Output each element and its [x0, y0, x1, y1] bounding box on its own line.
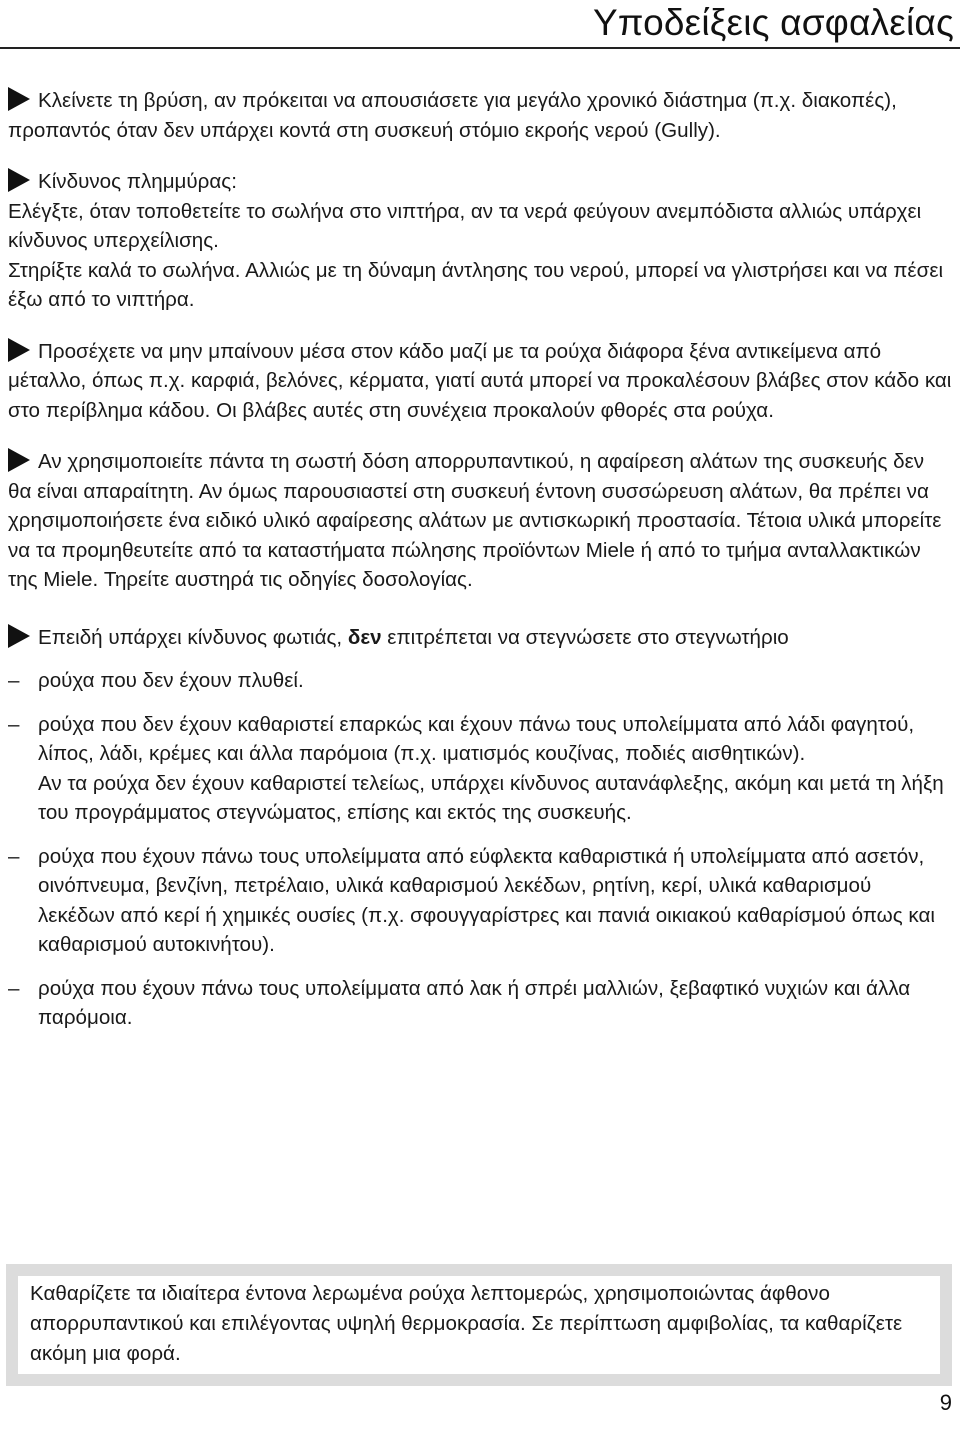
- flood-text-2: Στηρίξτε καλά το σωλήνα. Αλλιώς με τη δύναμη άντλησης του νερού, μπορεί να γλιστρήσει και να πέσει έξω από το νιπτήρα.: [8, 258, 944, 311]
- list-item: [8, 666, 952, 696]
- fire-warning: [8, 623, 952, 653]
- list-item-text: ρούχα που δεν έχουν πλυθεί.: [38, 669, 304, 692]
- metal-warning-text: Προσέχετε να μην μπαίνουν μέσα στον κάδο μαζί με τα ρούχα διάφορα ξένα αντικείμενα από μέταλλο, όπως π.χ. καρφιά, βελόνες, κέρματα, γιατί αυτά μπορεί να προκαλέσουν βλάβες στον κάδο και στο περίβλημα κάδου. Οι βλάβες αυτές στη συνέχεια προκαλούν φθορές στα ρούχα.: [8, 339, 952, 422]
- arrow-bullet-icon: [8, 168, 30, 192]
- list-item-extra-text: Αν τα ρούχα δεν έχουν καθαριστεί τελείως, υπάρχει κίνδυνος αυτανάφλεξης, ακόμη και μετά τη λήξη του προγράμματος στεγνώματος, επίσης και εκτός της συσκευής.: [38, 771, 944, 824]
- fire-warning-text-after: επιτρέπεται να στεγνώσετε στο στεγνωτήριο: [381, 625, 789, 649]
- arrow-bullet-icon: [8, 448, 30, 472]
- list-item-text: ρούχα που δεν έχουν καθαριστεί επαρκώς και έχουν πάνω τους υπολείμματα από λάδι φαγητού, λίπος, λάδι, κρέμες και άλλα παρόμοια (π.χ. ιματισμός κουζίνας, ποδιές αισθητικών).: [38, 712, 915, 765]
- dash-bullet: –: [8, 844, 20, 868]
- flood-heading: [8, 167, 952, 197]
- arrow-bullet-icon: [8, 87, 30, 111]
- dash-bullet: –: [8, 712, 20, 736]
- list-item-text: ρούχα που έχουν πάνω τους υπολείμματα από εύφλεκτα καθαριστικά ή υπολείμματα από ασετόν, οινόπνευμα, βενζίνη, πετρέλαιο, υλικά καθαρισμού λεκέδων, ρητίνη, κερί, υλικά καθαρισμού λεκέδων από κερί ή χημικές ουσίες (π.χ. σφουγγαρίστρες και πανιά οικιακού καθαρίσμού όπως και καθαρισμού αυτοκινήτου).: [38, 844, 935, 956]
- arrow-bullet-icon: [8, 338, 30, 362]
- fire-warning-emphasis: δεν: [347, 625, 382, 649]
- dash-bullet: –: [8, 976, 20, 1000]
- flood-text-1: Ελέγξτε, όταν τοποθετείτε το σωλήνα στο νιπτήρα, αν τα νερά φεύγουν ανεμπόδιστα αλλιώς υπάρχει κίνδυνος υπερχείλισης.: [8, 199, 922, 252]
- safety-content: [8, 86, 952, 1033]
- metal-warning: [8, 337, 952, 426]
- note-text: Καθαρίζετε τα ιδιαίτερα έντονα λερωμένα ρούχα λεπτομερώς, χρησιμοποιώντας άφθονο απορρυπαντικού και επιλέγοντας υψηλή θερμοκρασία. Σε περίπτωση αμφιβολίας, τα καθαρίζετε ακόμη μια φορά.: [18, 1276, 940, 1374]
- page-title: Υποδείξεις ασφαλείας: [592, 2, 954, 43]
- list-item: [8, 842, 952, 960]
- tap-warning: [8, 86, 952, 145]
- note-box: [6, 1264, 952, 1386]
- list-item: [8, 974, 952, 1033]
- list-item: [8, 710, 952, 828]
- descaling-note-text: Αν χρησιμοποιείτε πάντα τη σωστή δόση απορρυπαντικού, η αφαίρεση αλάτων της συσκευής δεν θα είναι απαραίτητη. Αν όμως παρουσιαστεί στη συσκευή έντονη συσσώρευση αλάτων, θα πρέπει να χρησιμοποιήσετε ένα ειδικό υλικό αφαίρεσης αλάτων με αντισκωρική προστασία. Τέτοια υλικά μπορείτε να τα προμηθευτείτε από τα καταστήματα πώλησης προϊόντων Miele ή από το τμήμα ανταλλακτικών της Miele. Τηρείτε αυστηρά τις οδηγίες δοσολογίας.: [8, 450, 942, 591]
- flood-heading-text: Κίνδυνος πλημμύρας:: [38, 170, 237, 193]
- page-number: 9: [939, 1390, 952, 1415]
- list-item-text: ρούχα που έχουν πάνω τους υπολείμματα από λακ ή σπρέι μαλλιών, ξεβαφτικό νυχιών και άλλα παρόμοια.: [38, 976, 911, 1029]
- title-divider: [0, 47, 960, 49]
- fire-warning-text-before: Επειδή υπάρχει κίνδυνος φωτιάς,: [38, 625, 348, 649]
- dash-bullet: –: [8, 669, 20, 692]
- tap-warning-text: Κλείνετε τη βρύση, αν πρόκειται να απουσιάσετε για μεγάλο χρονικό διάστημα (π.χ. διακοπές), προπαντός όταν δεν υπάρχει κοντά στη συσκευή στόμιο εκροής νερού (Gully).: [8, 89, 897, 142]
- descaling-note: [8, 447, 952, 595]
- arrow-bullet-icon: [8, 624, 30, 648]
